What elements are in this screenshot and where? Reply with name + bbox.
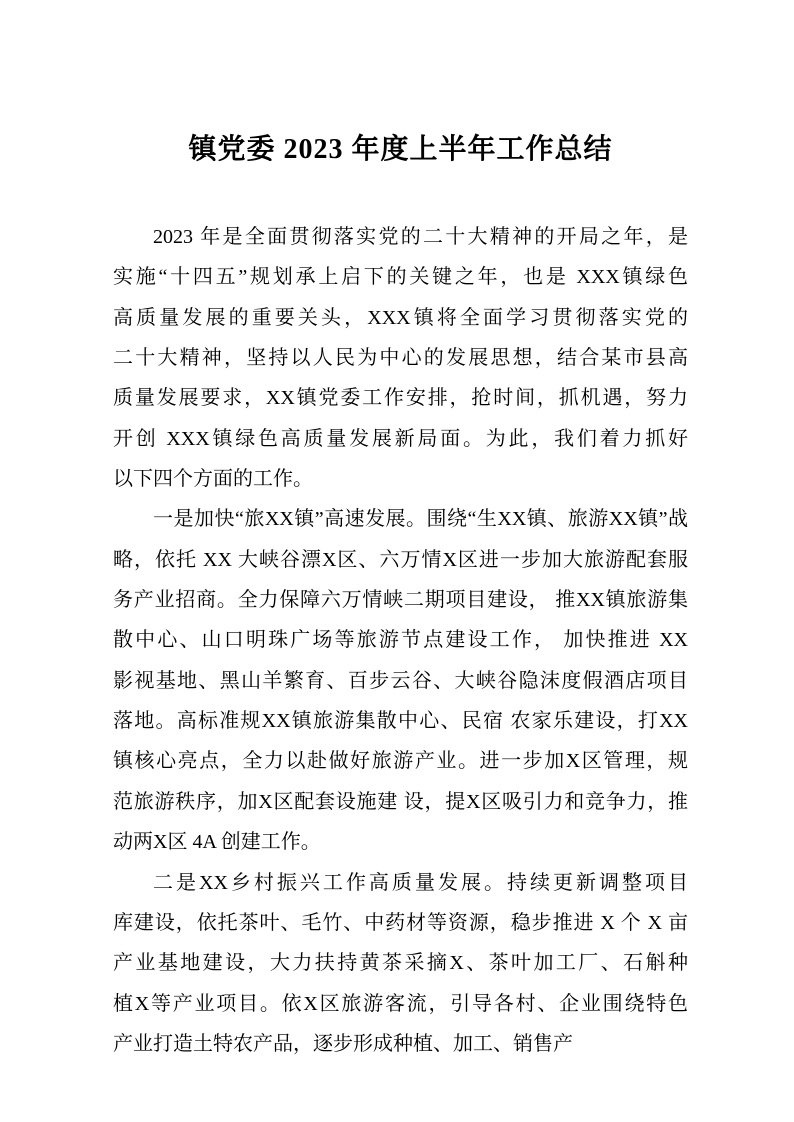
paragraph-intro (113, 217, 688, 499)
text-line: 产业基地建设，大力扶持黄茶采摘X、茶叶加工厂、石斛种 (113, 952, 688, 975)
text-line: 镇核心亮点，全力以赴做好旅游产业。进一步加X区管理，规 (113, 750, 688, 773)
text-line: 实施“十四五”规划承上启下的关键之年，也是 XXX镇绿色 (113, 266, 688, 289)
paragraph-point-two (113, 863, 688, 1065)
text-line: 一是加快“旅XX镇”高速发展。围绕“生XX镇、旅游XX镇”战 (153, 508, 688, 531)
document-title: 镇党委 2023 年度上半年工作总结 (188, 134, 613, 165)
paragraph-point-one (113, 499, 688, 862)
text-line: 高质量发展的重要关头，XXX镇将全面学习贯彻落实党的 (113, 306, 688, 329)
text-line: 略，依托 XX 大峡谷漂X区、六万情X区进一步加大旅游配套服 (113, 548, 688, 571)
text-line: 务产业招商。全力保障六万情峡二期项目建设， 推XX镇旅游集 (113, 589, 688, 612)
text-line: 植X等产业项目。依X区旅游客流，引导各村、企业围绕特色 (113, 992, 688, 1015)
text-line: 动两X区 4A 创建工作。 (113, 831, 321, 854)
text-line: 散中心、山口明珠广场等旅游节点建设工作， 加快推进 XX (113, 629, 688, 652)
text-line: 二是XX乡村振兴工作高质量发展。持续更新调整项目 (153, 871, 688, 894)
text-line: 范旅游秩序，加X区配套设施建 设，提X区吸引力和竞争力，推 (113, 790, 688, 813)
text-line: 落地。高标准规XX镇旅游集散中心、民宿 农家乐建设，打XX (113, 710, 688, 733)
text-line: 库建设，依托茶叶、毛竹、中药材等资源，稳步推进 X 个 X 亩 (113, 911, 688, 934)
text-line: 质量发展要求，XX镇党委工作安排，抢时间，抓机遇，努力 (113, 387, 688, 410)
text-line: 以下四个方面的工作。 (113, 468, 313, 491)
text-line: 产业打造土特农产品，逐步形成种植、加工、销售产 (113, 1032, 573, 1055)
text-line: 影视基地、黑山羊繁育、百步云谷、大峡谷隐沫度假酒店项目 (113, 669, 688, 692)
text-line: 开创 XXX镇绿色高质量发展新局面。为此，我们着力抓好 (113, 427, 688, 450)
text-line: 二十大精神，坚持以人民为中心的发展思想，结合某市县高 (113, 347, 688, 370)
document-body (113, 217, 688, 1064)
text-line: 2023 年是全面贯彻落实党的二十大精神的开局之年，是 (153, 226, 688, 248)
